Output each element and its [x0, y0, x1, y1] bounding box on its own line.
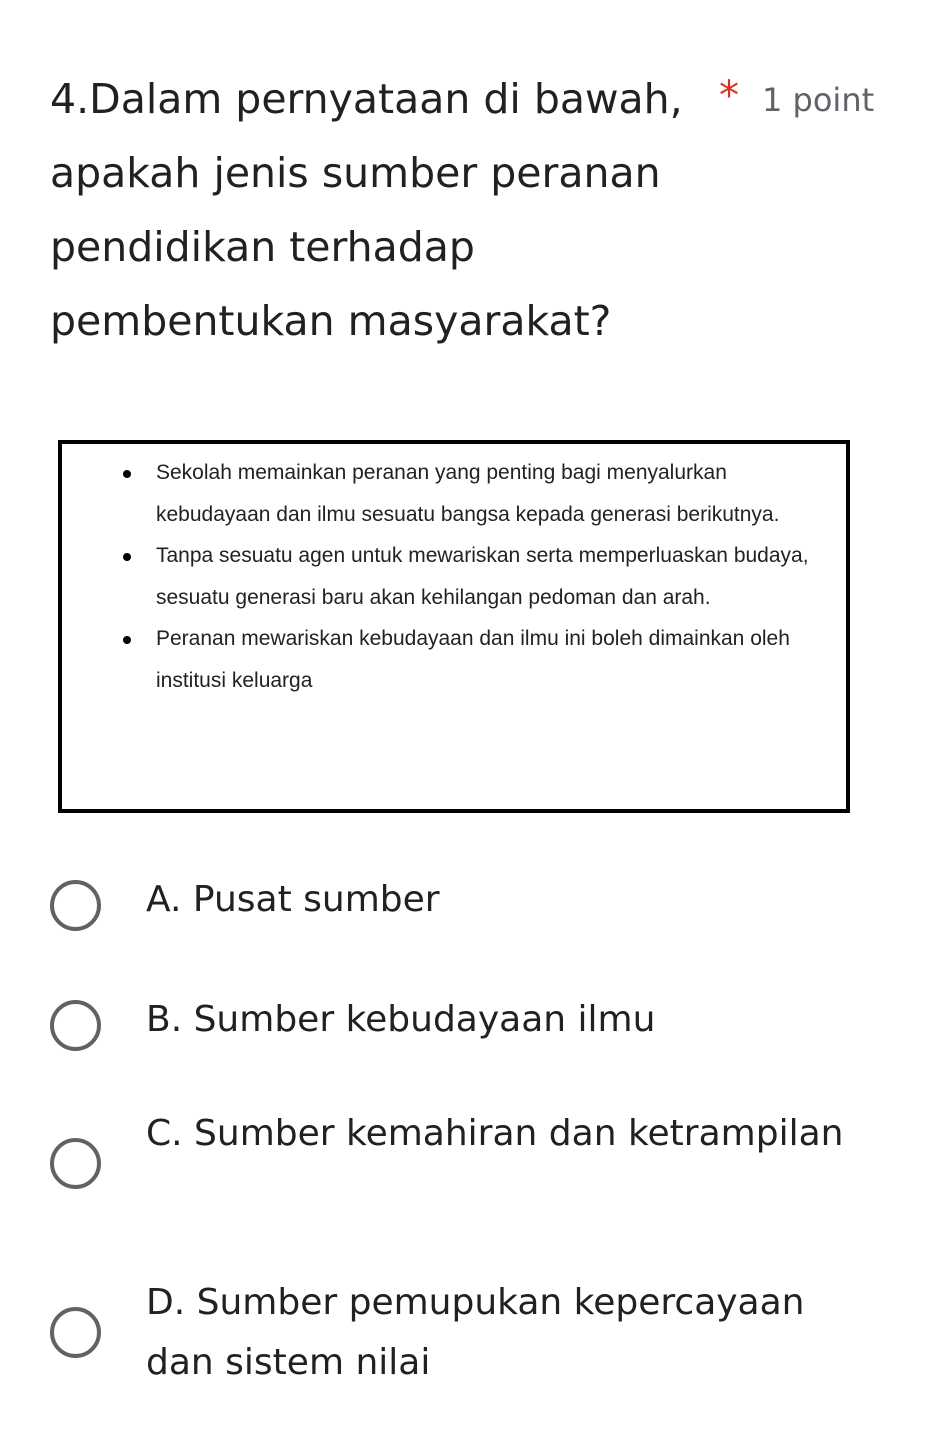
option-label[interactable]: D. Sumber pemupukan kepercayaan dan sistem nilai: [146, 1282, 805, 1383]
question-points: 1 point: [762, 81, 875, 119]
image-bullet-text: Tanpa sesuatu agen untuk mewariskan serta memperluaskan budaya, sesuatu generasi baru akan kehilangan pedoman dan arah.: [156, 544, 809, 609]
question-image: [58, 440, 850, 813]
question-title: 4.Dalam pernyataan di bawah, apakah jenis sumber peranan pendidikan terhadap pembentukan masyarakat?: [50, 75, 683, 345]
bullet-icon: [123, 636, 131, 644]
image-bullet-text: Sekolah memainkan peranan yang penting bagi menyalurkan kebudayaan dan ilmu sesuatu bangsa kepada generasi berikutnya.: [156, 461, 780, 526]
image-bullet-text: Peranan mewariskan kebudayaan dan ilmu ini boleh dimainkan oleh institusi keluarga: [156, 627, 790, 692]
option-label[interactable]: A. Pusat sumber: [146, 879, 440, 920]
bullet-icon: [123, 553, 131, 561]
option-label[interactable]: B. Sumber kebudayaan ilmu: [146, 999, 656, 1040]
image-bullet-item: [156, 535, 836, 618]
required-marker: *: [719, 73, 739, 119]
radio-button-icon[interactable]: [50, 880, 101, 931]
option-label[interactable]: C. Sumber kemahiran dan ketrampilan: [146, 1113, 844, 1154]
radio-button-icon[interactable]: [50, 1000, 101, 1051]
image-bullet-list: [156, 452, 836, 701]
image-bullet-item: [156, 618, 836, 701]
bullet-icon: [123, 470, 131, 478]
image-bullet-item: [156, 452, 836, 535]
radio-button-icon[interactable]: [50, 1307, 101, 1358]
question-header: [50, 62, 880, 358]
radio-button-icon[interactable]: [50, 1138, 101, 1189]
